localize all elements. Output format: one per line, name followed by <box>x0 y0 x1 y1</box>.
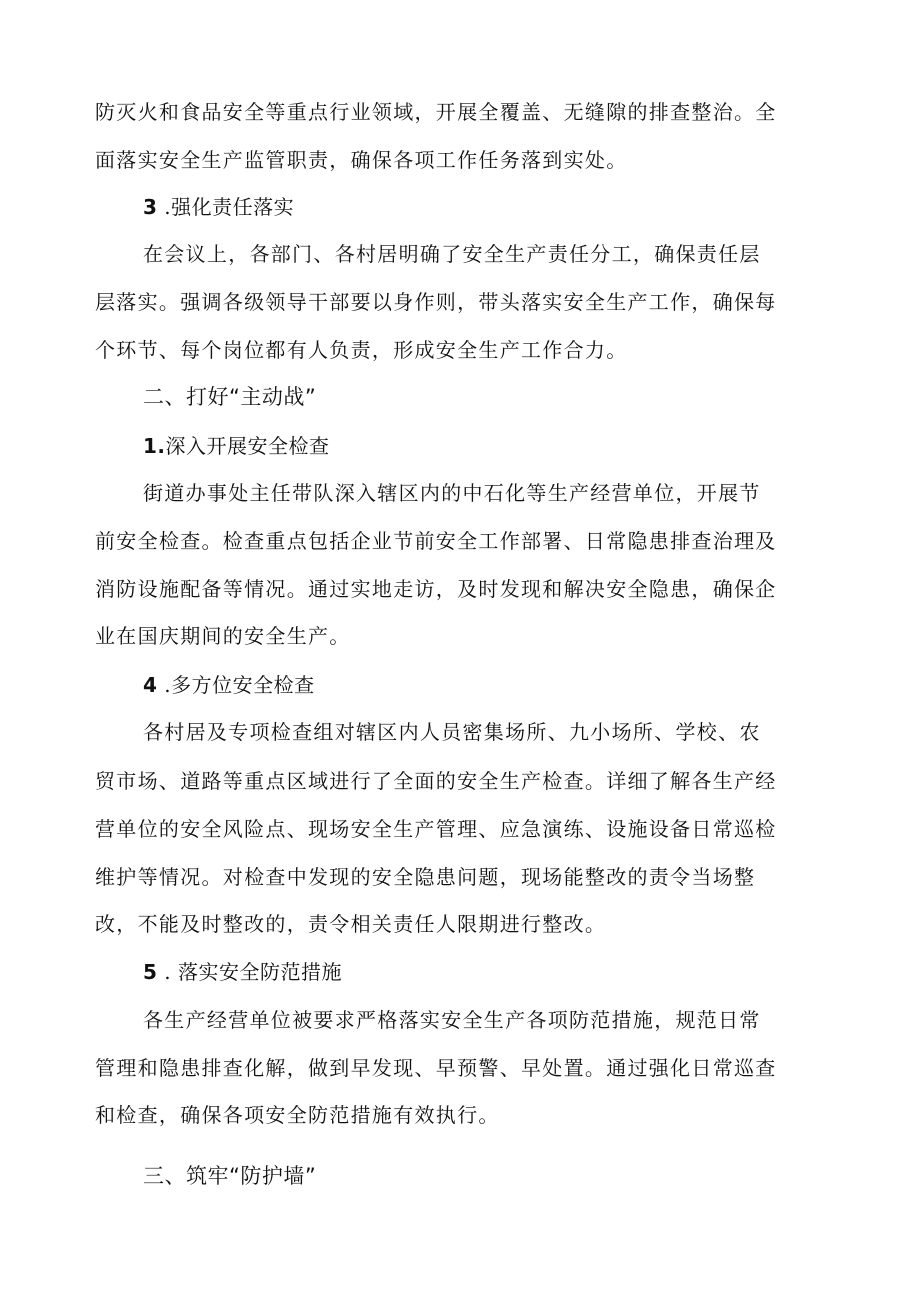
paragraph-line: 个环节、每个岗位都有人负责，形成安全生产工作合力。 <box>95 338 628 362</box>
subheading-number: 1. <box>143 434 166 458</box>
paragraph-line: 管理和隐患排查化解，做到早发现、早预警、早处置。通过强化日常巡查 <box>95 1056 777 1080</box>
paragraph-line: 防灭火和食品安全等重点行业领域，开展全覆盖、无缝隙的排查整治。全 <box>95 100 777 124</box>
subheading-text: .强化责任落实 <box>157 195 295 219</box>
paragraph-line: 层落实。强调各级领导干部要以身作则，带头落实安全生产工作，确保每 <box>95 290 777 314</box>
subheading-number: 5 <box>143 960 158 984</box>
paragraph-line: 面落实安全生产监管职责，确保各项工作任务落到实处。 <box>95 148 628 172</box>
section-heading-3: 三、筑牢“防护墙” <box>143 1164 317 1188</box>
paragraph-line: 业在国庆期间的安全生产。 <box>95 624 351 648</box>
paragraph-line: 和检查，确保各项安全防范措施有效执行。 <box>95 1103 500 1127</box>
paragraph-line: 前安全检查。检查重点包括企业节前安全工作部署、日常隐患排查治理及 <box>95 529 777 553</box>
subheading-text: 深入开展安全检查 <box>165 434 330 458</box>
subheading-3 <box>143 193 883 221</box>
paragraph-line: 改，不能及时整改的，责令相关责任人限期进行整改。 <box>95 912 607 936</box>
paragraph-line: 各村居及专项检查组对辖区内人员密集场所、九小场所、学校、农 <box>143 720 761 744</box>
subheading-number: 4 <box>143 673 158 697</box>
paragraph-line: 街道办事处主任带队深入辖区内的中石化等生产经营单位，开展节 <box>143 481 761 505</box>
paragraph-line: 贸市场、道路等重点区域进行了全面的安全生产检查。详细了解各生产经 <box>95 769 777 793</box>
paragraph-line: 营单位的安全风险点、现场安全生产管理、应急演练、设施设备日常巡检 <box>95 817 777 841</box>
subheading-5 <box>143 958 883 986</box>
paragraph-line: 各生产经营单位被要求严格落实安全生产各项防范措施，规范日常 <box>143 1008 761 1032</box>
subheading-number: 3 <box>143 195 158 219</box>
paragraph-line: 维护等情况。对检查中发现的安全隐患问题，现场能整改的责令当场整 <box>95 865 756 889</box>
subheading-text: . 落实安全防范措施 <box>157 960 342 984</box>
paragraph-line: 消防设施配备等情况。通过实地走访，及时发现和解决安全隐患，确保企 <box>95 577 777 601</box>
subheading-text: .多方位安全检查 <box>157 673 315 697</box>
subheading-4 <box>143 671 883 699</box>
paragraph-line: 在会议上，各部门、各村居明确了安全生产责任分工，确保责任层 <box>143 242 761 266</box>
section-heading-2: 二、打好“主动战” <box>143 385 317 409</box>
subheading-1 <box>143 432 883 460</box>
